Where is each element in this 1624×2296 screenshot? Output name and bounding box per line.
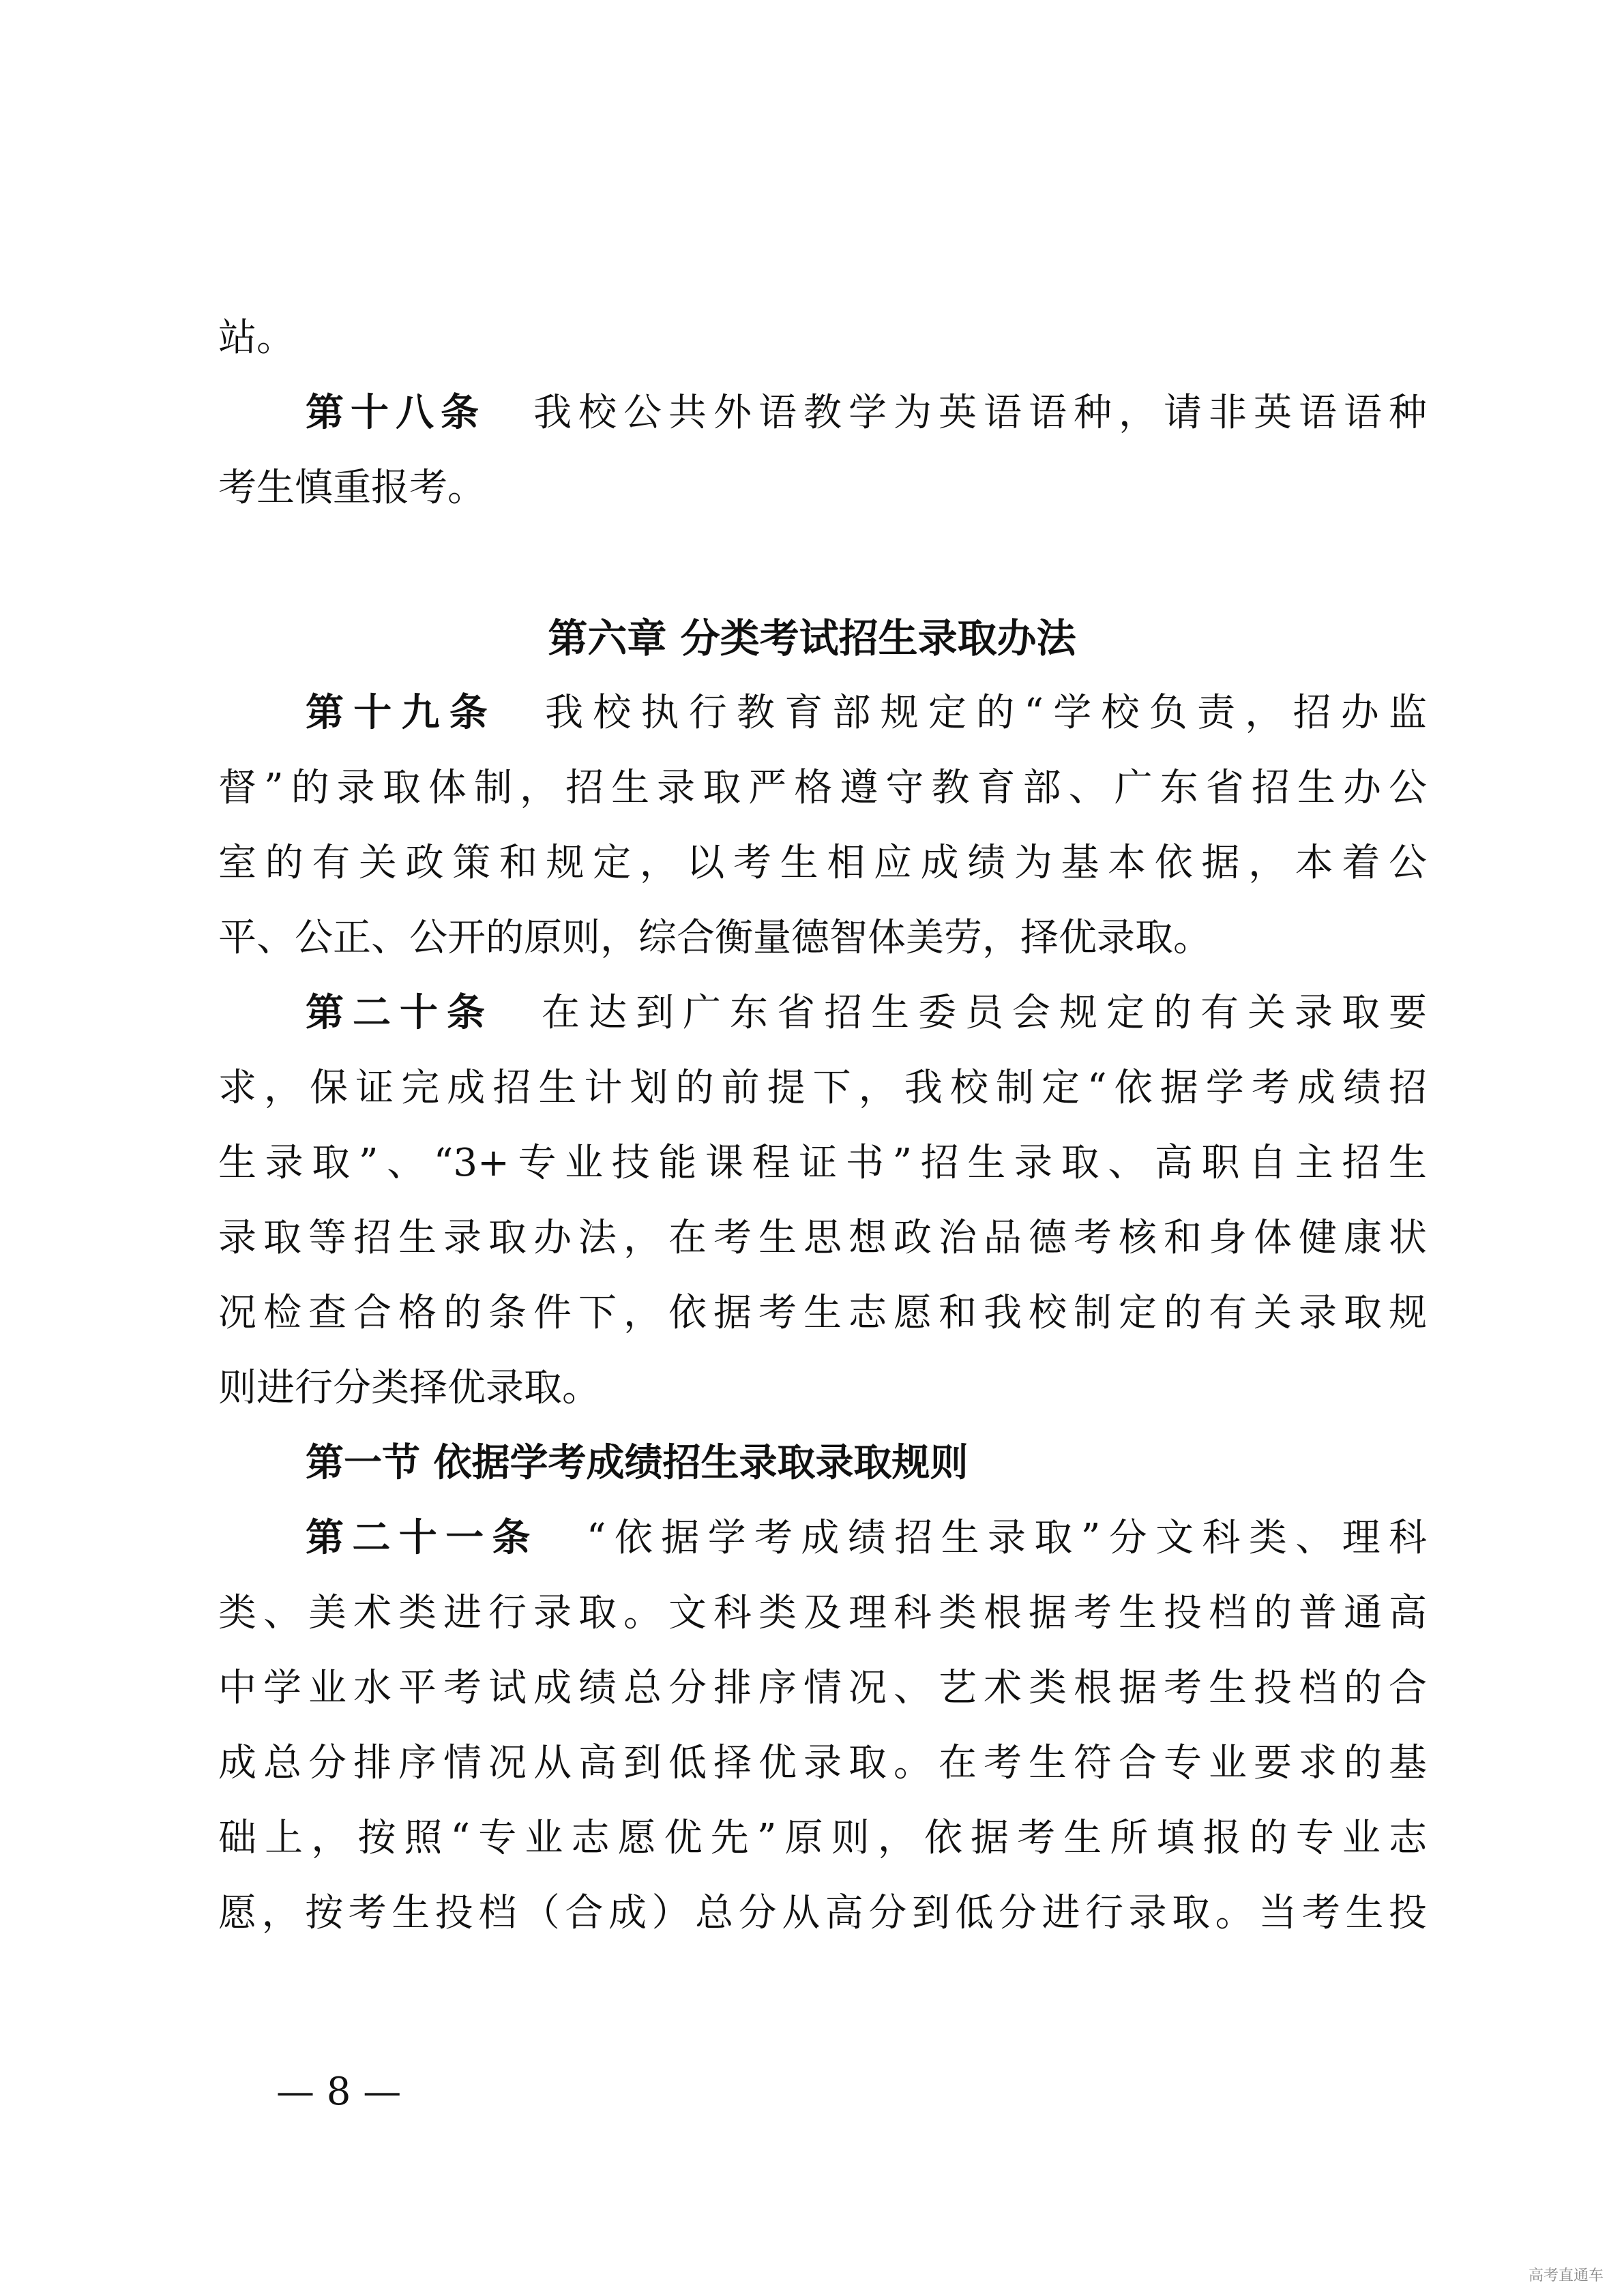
page-number: — 8 — (276, 2070, 402, 2114)
article-21-line-4: 成总分排序情况从高到低择优录取。在考生符合专业要求的基 (218, 1741, 1427, 1785)
article-21-text: “依据学考成绩招生录取”分文科类、理科 (586, 1516, 1427, 1560)
article-19-line-2: 督”的录取体制，招生录取严格遵守教育部、广东省招生办公 (218, 766, 1427, 810)
article-20-line-1 (218, 975, 1427, 1052)
article-18-text: 我校公共外语教学为英语语种，请非英语语种 (533, 391, 1427, 435)
article-20-line-2: 求，保证完成招生计划的前提下，我校制定“依据学考成绩招 (218, 1066, 1427, 1110)
article-19-label: 第十九条 (306, 691, 497, 735)
article-19-line-1 (218, 675, 1427, 751)
article-20-line-6: 则进行分类择优录取。 (218, 1366, 600, 1410)
article-21-line-5: 础上，按照“专业志愿优先”原则，依据考生所填报的专业志 (218, 1816, 1427, 1860)
article-21-label: 第二十一条 (306, 1516, 539, 1560)
article-18-line-2: 考生慎重报考。 (218, 466, 486, 510)
article-21-line-3: 中学业水平考试成绩总分排序情况、艺术类根据考生投档的合 (218, 1666, 1427, 1710)
article-19-text: 我校执行教育部规定的“学校负责，招办监 (544, 691, 1427, 735)
article-20-line-3: 生录取”、“3+专业技能课程证书”招生录取、高职自主招生 (218, 1141, 1427, 1185)
section-title: 第一节 依据学考成绩招生录取录取规则 (306, 1441, 969, 1485)
article-19-line-3: 室的有关政策和规定，以考生相应成绩为基本依据，本着公 (218, 841, 1427, 885)
article-21-line-2: 类、美术类进行录取。文科类及理科类根据考生投档的普通高 (218, 1591, 1427, 1635)
article-20-line-5: 况检查合格的条件下，依据考生志愿和我校制定的有关录取规 (218, 1291, 1427, 1335)
chapter-title: 第六章 分类考试招生录取办法 (548, 615, 1076, 661)
article-20-line-4: 录取等招生录取办法，在考生思想政治品德考核和身体健康状 (218, 1216, 1427, 1260)
article-20-label: 第二十条 (306, 991, 494, 1035)
text-line: 站。 (218, 316, 295, 360)
watermark: 高考直通车 (1528, 2267, 1604, 2284)
article-19-line-4: 平、公正、公开的原则，综合衡量德智体美劳，择优录取。 (218, 916, 1211, 960)
article-21-line-1 (218, 1500, 1427, 1577)
article-21-line-6: 愿，按考生投档（合成）总分从高分到低分进行录取。当考生投 (218, 1891, 1427, 1935)
article-18-line-1 (218, 375, 1427, 451)
article-18-label: 第十八条 (306, 391, 486, 435)
article-20-text: 在达到广东省招生委员会规定的有关录取要 (542, 991, 1427, 1035)
